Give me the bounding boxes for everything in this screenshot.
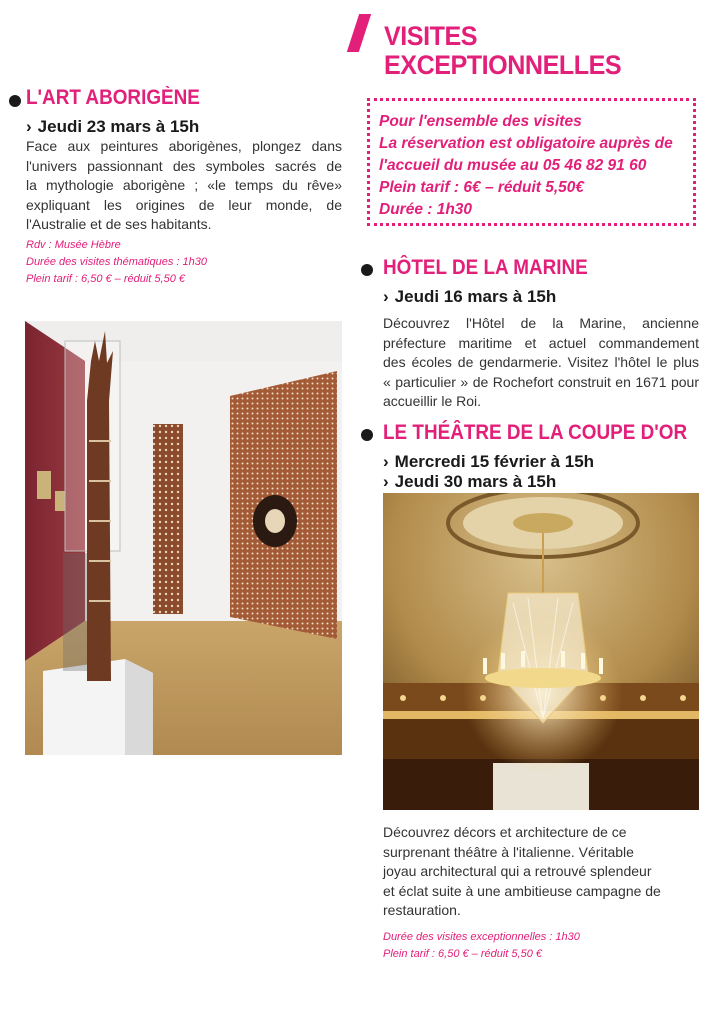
section-notes [383,929,580,963]
chevron-right-icon: › [383,452,389,471]
description-line: Découvrez l'Hôtel de la Marine, ancienne [383,315,699,331]
description-line: restauration. [383,902,461,918]
section-title-art-aborigene: L'ART ABORIGÈNE [26,86,200,109]
chevron-right-icon: › [26,117,32,136]
event-date [383,451,594,473]
chevron-right-icon: › [383,287,389,306]
reservation-info-box [367,98,696,226]
section-description [383,314,699,412]
info-line: l'accueil du musée au 05 46 82 91 60 [379,157,647,174]
description-line: l'univers passionnant des symboles sacrés de [26,157,342,174]
note-line: Plein tarif : 6,50 € – réduit 5,50 € [26,273,185,285]
note-line: Durée des visites thématiques : 1h30 [26,256,207,268]
section-description [26,137,342,235]
note-line: Plein tarif : 6,50 € – réduit 5,50 € [383,948,542,960]
event-date-text: Mercredi 15 février à 15h [394,452,595,471]
description-line: joyau architectural qui a retrouvé splendeur [383,863,652,879]
theatre-chandelier-photo [383,493,699,810]
description-line: « particulier » de Rochefort construit en 1671 pour [383,373,699,390]
bullet-icon [361,429,373,441]
gallery-illustration [25,321,342,755]
bullet-icon [361,264,373,276]
page-title [384,22,621,80]
description-line: accueillir le Roi. [383,393,482,409]
description-line: Face aux peintures aborigènes, plongez dans [26,138,342,154]
description-line: et éclat suite à une ambitieuse campagne de [383,882,661,899]
bullet-icon [9,95,21,107]
section-description [383,823,699,921]
info-line: La réservation est obligatoire auprès de [379,135,673,152]
event-date [26,116,199,138]
theatre-illustration [383,493,699,810]
event-date-text: Jeudi 16 mars à 15h [394,287,557,306]
chevron-right-icon: › [383,472,389,491]
description-line: surprenant théâtre à l'italienne. Véritable [383,843,634,860]
info-line: Durée : 1h30 [379,201,473,218]
info-line: Plein tarif : 6€ – réduit 5,50€ [379,179,585,196]
description-line: préfecture maritime et actuel commandement [383,334,699,351]
note-line: Durée des visites exceptionnelles : 1h30 [383,931,580,943]
description-line: l'Australie et de ses habitants. [26,216,212,232]
page-title-line2: EXCEPTIONNELLES [384,50,622,80]
info-line: Pour l'ensemble des visites [379,113,582,130]
description-line: expliquant les origines de leur monde, de [26,196,342,213]
note-line: Rdv : Musée Hèbre [26,239,121,251]
event-date [383,471,556,493]
description-line: Découvrez décors et architecture de ce [383,824,627,840]
event-date-text: Jeudi 30 mars à 15h [394,472,557,491]
section-notes [26,237,207,288]
description-line: des écoles de gendarmerie. Visitez l'hôtel le plus [383,354,699,370]
section-title-hotel-marine: HÔTEL DE LA MARINE [383,256,588,279]
event-date-text: Jeudi 23 mars à 15h [37,117,200,136]
aboriginal-art-gallery-photo [25,321,342,755]
description-line: la mythologie aborigène ; «le temps du rêve» [26,177,342,193]
header-slash-decoration [347,14,371,52]
event-date [383,286,556,308]
section-title-theatre: LE THÉÂTRE DE LA COUPE D'OR [383,421,688,444]
page-title-line1: VISITES [384,21,478,51]
